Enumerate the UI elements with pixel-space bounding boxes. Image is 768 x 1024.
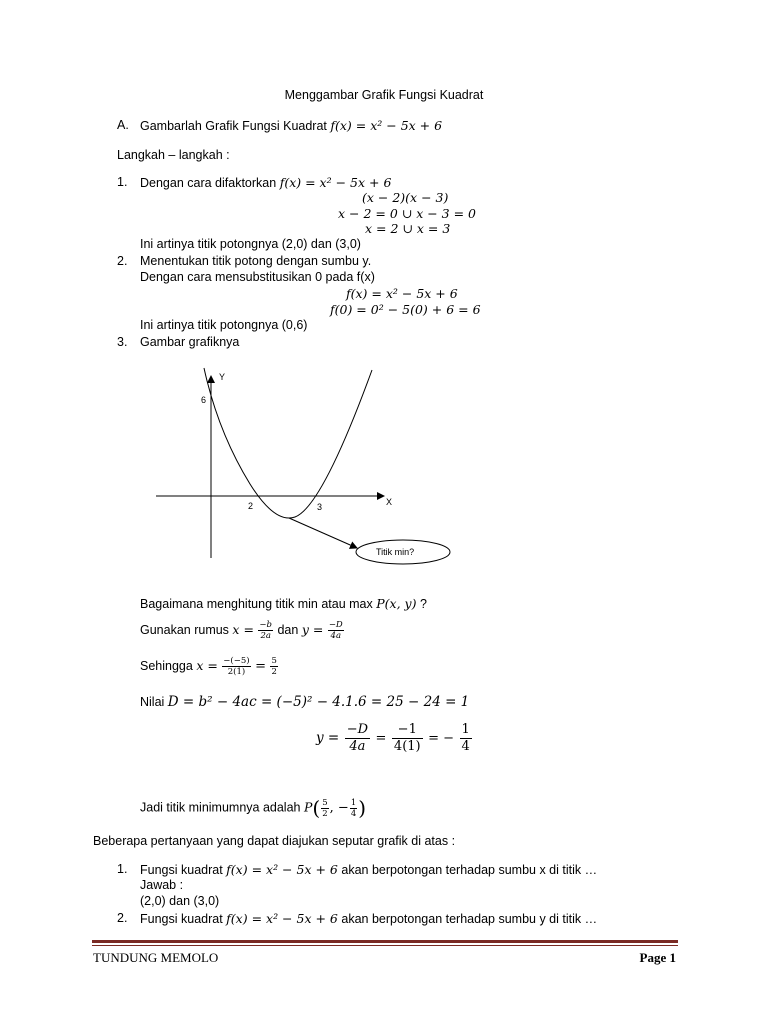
- sehingga-den: 2(1): [227, 667, 246, 677]
- step1-formula: f(x) = x² − 5x + 6: [279, 175, 392, 190]
- sehingga-eq: =: [255, 658, 266, 674]
- step1-roots: x = 2 ∪ x = 3: [365, 221, 451, 236]
- footer-rule-thin: [92, 945, 678, 946]
- rumus-y-num: −D: [328, 620, 343, 630]
- q1-jawab: Jawab :: [140, 878, 184, 892]
- q1-text-b: akan berpotongan terhadap sumbu x di titik …: [341, 863, 598, 877]
- minmax-question-text: Bagaimana menghitung titik min atau max: [140, 597, 373, 611]
- x-axis-label: X: [386, 497, 393, 507]
- q1-text-a: Fungsi kuadrat: [140, 863, 223, 877]
- minmax-question-mark: ?: [419, 597, 427, 611]
- q2-line: [140, 911, 597, 926]
- footer-rule-thick: [92, 940, 678, 943]
- nilai-text: Nilai: [140, 695, 165, 709]
- nilai-line: [140, 694, 469, 710]
- q2-formula: f(x) = x² − 5x + 6: [226, 911, 338, 926]
- minmax-question: [140, 596, 427, 611]
- rumus-y-den: 4a: [330, 631, 342, 641]
- rumus-line: [140, 620, 345, 641]
- y-f3-num: 1: [461, 722, 470, 737]
- y-f3-den: 4: [461, 739, 470, 754]
- footer-page-number: Page 1: [639, 950, 676, 965]
- nilai-formula: D = b² − 4ac = (−5)² − 4.1.6 = 25 − 24 = 1: [167, 694, 470, 710]
- rumus-y-fraction: [328, 620, 344, 641]
- sehingga-fraction-1: [222, 656, 250, 677]
- step1-line: [140, 175, 391, 190]
- y-eq3: = −: [428, 730, 455, 746]
- step3-text: Gambar grafiknya: [140, 335, 240, 349]
- rumus-x-fraction: [258, 620, 273, 641]
- step1-conclusion: Ini artinya titik potongnya (2,0) dan (3,0): [140, 237, 361, 251]
- step1-roots-eq: x − 2 = 0 ∪ x − 3 = 0: [338, 206, 477, 221]
- min-arrow: [289, 518, 357, 548]
- x-tick-2: 2: [248, 501, 254, 511]
- q1-answer: (2,0) dan (3,0): [140, 894, 220, 908]
- step2-conclusion: Ini artinya titik potongnya (0,6): [140, 318, 308, 332]
- jadi-P: P: [303, 799, 313, 815]
- y-fraction-3: [460, 722, 472, 755]
- sehingga-num: −(−5): [223, 656, 250, 666]
- footer-author: TUNDUNG MEMOLO: [93, 950, 219, 965]
- minmax-question-point: P(x, y): [376, 596, 417, 611]
- jadi-a-den: 2: [322, 808, 328, 819]
- rumus-y: y =: [301, 621, 324, 637]
- rumus-text: Gunakan rumus: [140, 622, 229, 637]
- step2-text2: Dengan cara mensubstitusikan 0 pada f(x): [140, 270, 375, 284]
- questions-heading: Beberapa pertanyaan yang dapat diajukan seputar grafik di atas :: [93, 834, 456, 848]
- y-f1-den: 4a: [349, 739, 366, 754]
- step2-text: Menentukan titik potong dengan sumbu y.: [140, 254, 372, 268]
- y-f1-num: −D: [346, 722, 369, 737]
- jadi-sep: , −: [329, 800, 349, 816]
- step2-substitution: f(0) = 0² − 5(0) + 6 = 6: [330, 302, 481, 317]
- jadi-b-num: 1: [350, 797, 357, 808]
- jadi-text: Jadi titik minimumnya adalah: [140, 800, 301, 815]
- step1-number: 1.: [117, 175, 128, 189]
- y-result-line: [316, 722, 474, 755]
- q1-number: 1.: [117, 862, 128, 876]
- y-fraction-2: [392, 722, 423, 755]
- q1-formula: f(x) = x² − 5x + 6: [226, 862, 338, 877]
- parabola-graph: [150, 362, 470, 577]
- y-tick-6: 6: [201, 395, 207, 405]
- sehingga-num2: 5: [271, 656, 277, 666]
- section-a-text: Gambarlah Grafik Fungsi Kuadrat: [140, 119, 327, 133]
- jadi-fraction-a: [321, 798, 328, 819]
- jadi-line: [140, 796, 366, 820]
- y-f2-den: 4(1): [393, 739, 421, 754]
- y-f2-num: −1: [392, 722, 423, 739]
- jadi-a-num: 5: [322, 797, 328, 808]
- section-a-formula: f(x) = x² − 5x + 6: [330, 118, 443, 133]
- step1-text: Dengan cara difaktorkan: [140, 176, 277, 190]
- section-a-line: [140, 118, 442, 133]
- rumus-x: x =: [232, 621, 254, 637]
- jadi-paren-close: ): [358, 796, 367, 820]
- sehingga-x: x =: [196, 657, 218, 673]
- q1-line: [140, 862, 597, 877]
- callout-text: Titik min?: [376, 547, 415, 557]
- y-eq2: =: [375, 730, 387, 746]
- steps-heading: Langkah – langkah :: [117, 148, 230, 162]
- step3-number: 3.: [117, 335, 128, 349]
- y-eq: y =: [316, 729, 340, 746]
- y-fraction-1: [345, 722, 370, 755]
- jadi-paren-open: (: [312, 796, 321, 820]
- q2-number: 2.: [117, 911, 128, 925]
- step1-factored: (x − 2)(x − 3): [362, 190, 449, 205]
- rumus-x-num: −b: [259, 620, 272, 630]
- y-axis-label: Y: [219, 372, 226, 382]
- jadi-b-den: 4: [350, 808, 357, 819]
- q2-text-a: Fungsi kuadrat: [140, 912, 223, 926]
- rumus-and: dan: [277, 622, 299, 637]
- sehingga-den2: 2: [271, 667, 277, 677]
- step2-number: 2.: [117, 254, 128, 268]
- sehingga-line: [140, 656, 279, 677]
- step2-formula: f(x) = x² − 5x + 6: [346, 286, 458, 301]
- section-a-label: A.: [117, 118, 129, 132]
- x-tick-3: 3: [317, 502, 323, 512]
- jadi-fraction-b: [350, 798, 357, 819]
- sehingga-text: Sehingga: [140, 658, 193, 673]
- q2-text-b: akan berpotongan terhadap sumbu y di titik …: [341, 912, 598, 926]
- page-title: Menggambar Grafik Fungsi Kuadrat: [284, 88, 484, 102]
- sehingga-fraction-2: [270, 656, 277, 677]
- rumus-x-den: 2a: [260, 631, 271, 641]
